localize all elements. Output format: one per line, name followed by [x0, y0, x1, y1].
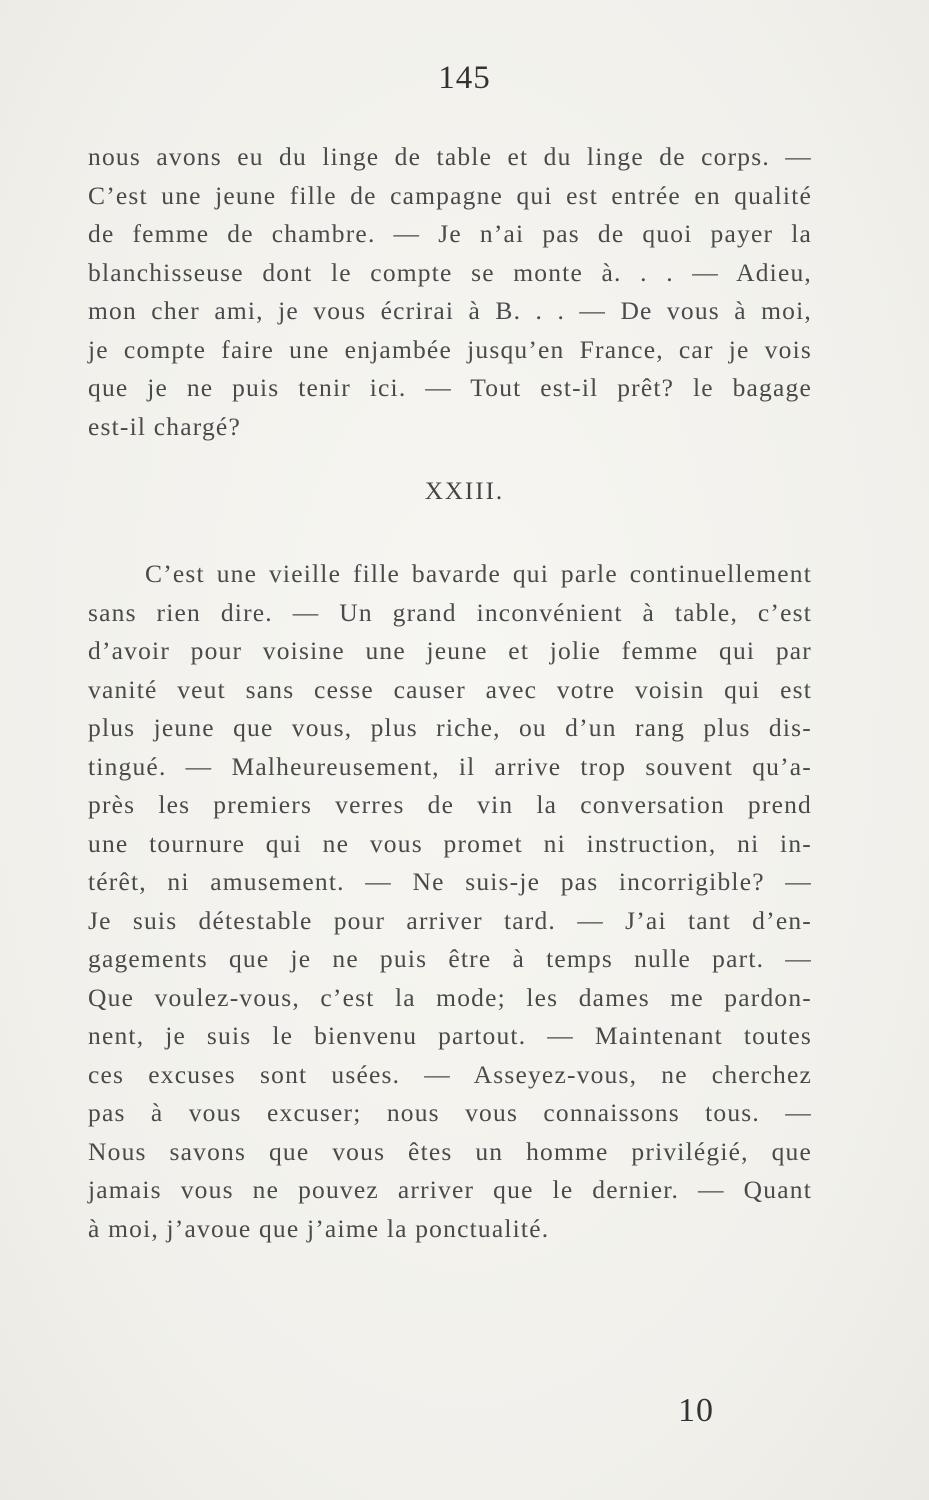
text-line: pas à vous excuser; nous vous connaissons tous. —	[88, 1098, 812, 1127]
paragraph-section-xxiii	[88, 555, 812, 1248]
text-line: ces excuses sont usées. — Asseyez-vous, ne cherchez	[88, 1059, 812, 1089]
text-line: je compte faire une enjambée jusqu’en France, car je vois	[88, 334, 812, 364]
text-line: que je ne puis tenir ici. — Tout est-il prêt? le bagage	[88, 373, 812, 402]
text-line: C’est une vieille fille bavarde qui parle continuellement	[145, 559, 812, 588]
text-line: blanchisseuse dont le compte se monte à. . . — Adieu,	[88, 257, 812, 287]
text-line: nent, je suis le bienvenu partout. — Maintenant toutes	[88, 1021, 812, 1050]
text-line: est-il chargé?	[88, 411, 241, 441]
text-line: Nous savons que vous êtes un homme privilégié, que	[88, 1136, 812, 1166]
text-line: tingué. — Malheureusement, il arrive trop souvent qu’a-	[88, 751, 812, 781]
text-line: Je suis détestable pour arriver tard. — J’ai tant d’en-	[88, 905, 812, 935]
text-line: de femme de chambre. — Je n’ai pas de quoi payer la	[88, 219, 812, 248]
text-line: vanité veut sans cesse causer avec votre voisin qui est	[88, 674, 812, 704]
text-line: C’est une jeune fille de campagne qui est entrée en qualité	[88, 180, 812, 210]
text-line: jamais vous ne pouvez arriver que le dernier. — Quant	[88, 1175, 812, 1204]
text-line: nous avons eu du linge de table et du linge de corps. —	[88, 142, 812, 171]
text-line: térêt, ni amusement. — Ne suis-je pas incorrigible? —	[88, 867, 812, 896]
text-line: une tournure qui ne vous promet ni instruction, ni in-	[88, 828, 812, 858]
text-line: plus jeune que vous, plus riche, ou d’un rang plus dis-	[88, 713, 812, 742]
section-heading: XXIII.	[424, 478, 505, 505]
text-line: à moi, j’avoue que j’aime la ponctualité.	[88, 1213, 550, 1243]
text-line: sans rien dire. — Un grand inconvénient à table, c’est	[88, 597, 812, 627]
text-line: près les premiers verres de vin la conversation prend	[88, 790, 812, 819]
paragraph-continued	[88, 138, 812, 446]
page-number: 145	[438, 60, 491, 96]
text-line: mon cher ami, je vous écrirai à B. . . — De vous à moi,	[88, 296, 812, 325]
text-line: Que voulez-vous, c’est la mode; les dames me pardon-	[88, 982, 812, 1012]
text-line: gagements que je ne puis être à temps nulle part. —	[88, 944, 812, 973]
printer-signature-mark: 10	[678, 1392, 714, 1429]
text-line: d’avoir pour voisine une jeune et jolie femme qui par	[88, 636, 812, 665]
